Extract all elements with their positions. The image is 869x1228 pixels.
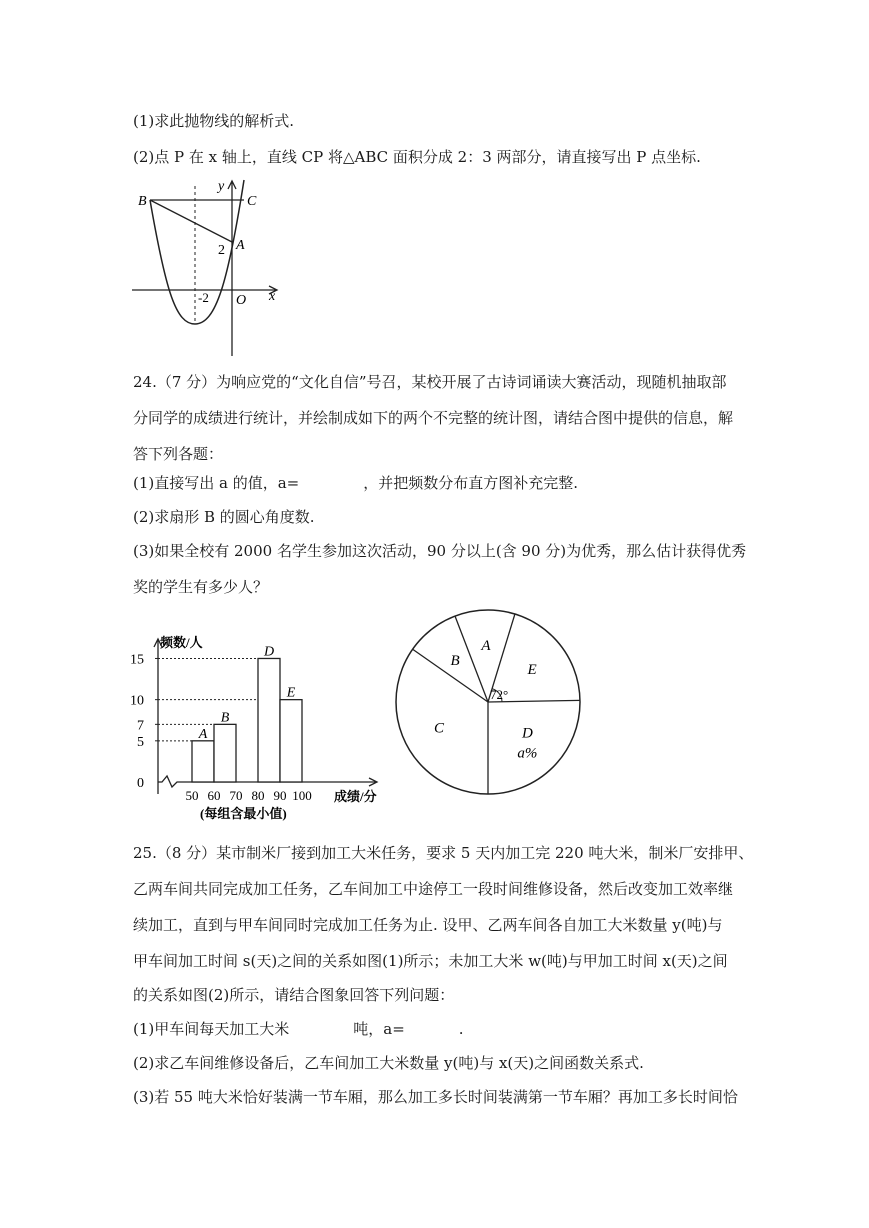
slice-label-D: D [521, 725, 533, 742]
bar-label: E [286, 685, 296, 701]
histogram-note: (每组含最小值) [200, 806, 287, 821]
label-B: B [138, 194, 147, 209]
q25-line2: 乙两车间共同完成加工任务，乙车间加工中途停工一段时间维修设备，然后改变加工效率继 [133, 880, 734, 898]
bar-label: D [263, 644, 275, 660]
histogram-bar [258, 658, 280, 782]
label-O: O [236, 293, 247, 308]
frequency-histogram [128, 632, 388, 832]
x-tick-label: 80 [251, 788, 265, 803]
y-axis-title: 频数/人 [160, 635, 203, 650]
q25-part1-a: (1)甲车间每天加工大米 [133, 1020, 290, 1038]
q24-part3a: (3)如果全校有 2000 名学生参加这次活动，90 分以上(含 90 分)为优秀，那么估计获得优秀 [133, 542, 747, 560]
histogram-bar [192, 741, 214, 782]
q25-part2: (2)求乙车间维修设备后，乙车间加工大米数量 y(吨)与 x(天)之间函数关系式. [133, 1054, 644, 1072]
slice-label-A: A [481, 637, 491, 654]
q25-part1-b: 吨，a= [353, 1020, 405, 1038]
q24-part3b: 奖的学生有多少人？ [133, 578, 269, 596]
q24-part1-b: ，并把频数分布直方图补充完整. [363, 474, 579, 492]
q24-line2: 分同学的成绩进行统计，并绘制成如下的两个不完整的统计图，请结合图中提供的信息，解 [133, 409, 734, 427]
angle-label: 72° [490, 687, 509, 702]
label-neg-two: -2 [198, 290, 209, 305]
y-tick-label: 7 [137, 718, 144, 734]
histogram-bar [214, 724, 236, 782]
bar-label: A [198, 726, 208, 742]
q24-line3: 答下列各题： [133, 445, 224, 463]
slice-label-B: B [450, 652, 460, 669]
label-y: y [218, 179, 225, 194]
q24-part2: (2)求扇形 B 的圆心角度数. [133, 508, 315, 526]
y-tick-label: 5 [137, 734, 144, 750]
q23-part2: (2)点 P 在 x 轴上，直线 CP 将△ABC 面积分成 2：3 两部分，请直接写出 P 点坐标. [133, 148, 701, 166]
label-C: C [247, 194, 257, 209]
x-tick-label: 50 [185, 788, 199, 803]
y-tick-label: 10 [130, 693, 144, 709]
x-tick-label: 70 [229, 788, 243, 803]
x-tick-label: 90 [273, 788, 287, 803]
q25-line1: 25.（8 分）某市制米厂接到加工大米任务，要求 5 天内加工完 220 吨大米，制米厂安排甲、 [133, 844, 754, 862]
q24-line1: 24.（7 分）为响应党的“文化自信”号召，某校开展了古诗词诵读大赛活动，现随机抽取部 [133, 373, 727, 391]
y-tick-label: 15 [130, 652, 144, 668]
q25-part3: (3)若 55 吨大米恰好装满一节车厢，那么加工多长时间装满第一节车厢？再加工多长时间恰 [133, 1088, 738, 1106]
q23-part1: (1)求此抛物线的解析式. [133, 112, 295, 130]
q25-part1-c: . [458, 1020, 464, 1038]
x-tick-label: 100 [292, 788, 312, 803]
label-two: 2 [218, 243, 225, 258]
label-A: A [236, 238, 245, 253]
bar-label: B [220, 710, 230, 726]
parabola-figure [128, 172, 288, 362]
slice-label-E: E [527, 661, 537, 678]
slice-boundary [455, 616, 488, 702]
pie-chart [391, 605, 591, 805]
q25-line5: 的关系如图(2)所示，请结合图象回答下列问题： [133, 986, 455, 1004]
q25-part1 [133, 1019, 464, 1039]
slice-label-C: C [434, 720, 445, 737]
q24-part1 [133, 473, 578, 493]
q25-line3: 续加工，直到与甲车间同时完成加工任务为止. 设甲、乙两车间各自加工大米数量 y(吨)与 [133, 916, 723, 934]
label-x: x [269, 289, 276, 304]
x-tick-label: 60 [207, 788, 221, 803]
y-tick-label: 0 [137, 776, 144, 791]
x-axis-title: 成绩/分 [334, 789, 377, 804]
q25-line4: 甲车间加工时间 s(天)之间的关系如图(1)所示；未加工大米 w(吨)与甲加工时间 x(天)之间 [133, 952, 728, 970]
q24-part1-a: (1)直接写出 a 的值，a= [133, 474, 300, 492]
slice-value-d: a% [517, 745, 538, 762]
histogram-bar [280, 700, 302, 782]
